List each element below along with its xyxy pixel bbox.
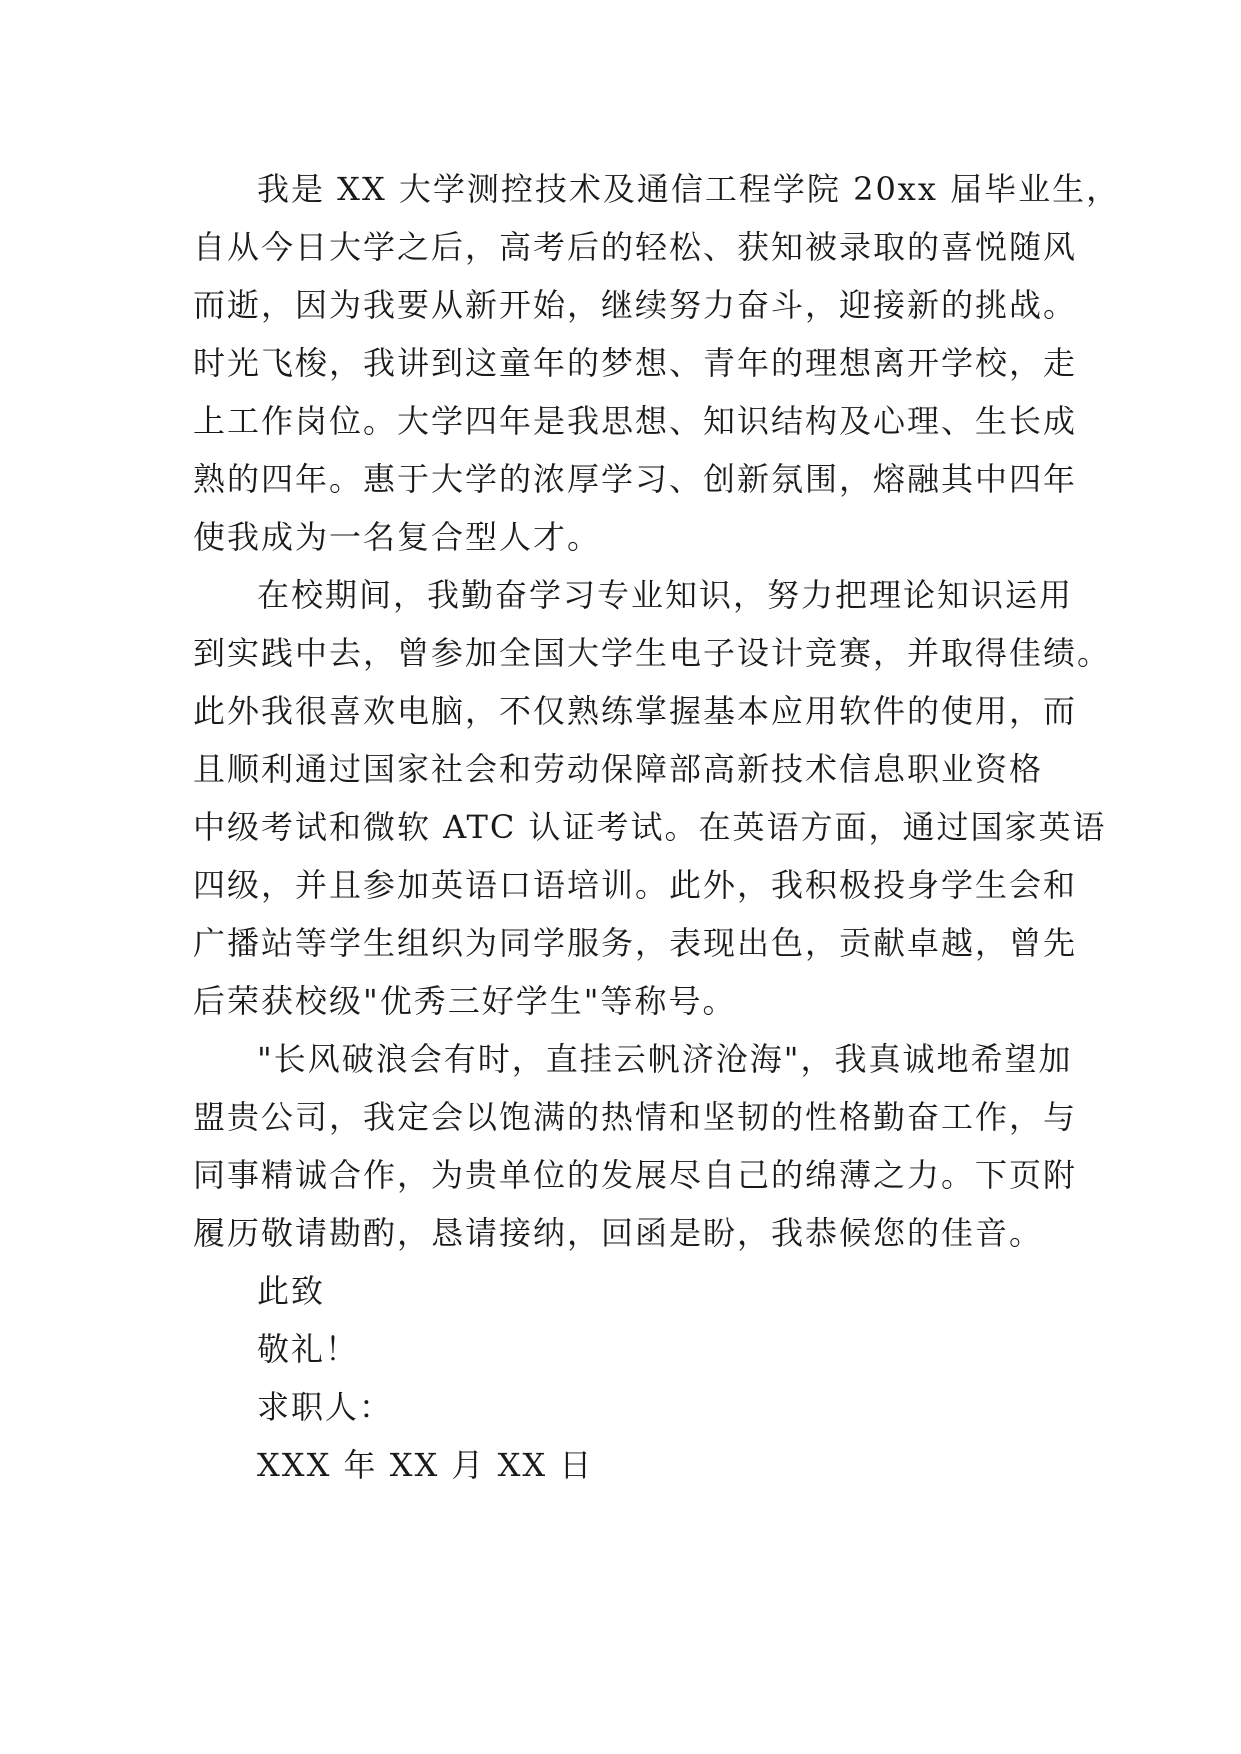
- text-line: 熟的四年。惠于大学的浓厚学习、创新氛围，熔融其中四年: [193, 460, 1078, 498]
- applicant-signature-label: 求职人：: [257, 1388, 394, 1426]
- closing-salutation: 此致: [257, 1272, 326, 1310]
- text-line: 中级考试和微软 ATC 认证考试。在英语方面，通过国家英语: [193, 808, 1107, 846]
- text-line: 到实践中去，曾参加全国大学生电子设计竞赛，并取得佳绩。: [193, 634, 1112, 672]
- paragraph-school-experience: [193, 566, 1112, 1030]
- text-line: 广播站等学生组织为同学服务，表现出色，贡献卓越，曾先: [193, 924, 1078, 962]
- letter-date: XXX 年 XX 月 XX 日: [257, 1446, 594, 1484]
- text-line: 此外我很喜欢电脑，不仅熟练掌握基本应用软件的使用，而: [193, 692, 1078, 730]
- text-line: 四级，并且参加英语口语培训。此外，我积极投身学生会和: [193, 866, 1078, 904]
- text-line: 后荣获校级"优秀三好学生"等称号。: [193, 982, 737, 1020]
- text-line: 而逝，因为我要从新开始，继续努力奋斗，迎接新的挑战。: [193, 286, 1078, 324]
- text-line: 上工作岗位。大学四年是我思想、知识结构及心理、生长成: [193, 402, 1078, 440]
- text-line: 我是 XX 大学测控技术及通信工程学院 20xx 届毕业生，: [257, 170, 1121, 208]
- cover-letter-body: [193, 160, 1121, 1494]
- text-line: 自从今日大学之后，高考后的轻松、获知被录取的喜悦随风: [193, 228, 1078, 266]
- closing-regards: 敬礼！: [257, 1330, 360, 1368]
- text-line: 时光飞梭，我讲到这童年的梦想、青年的理想离开学校，走: [193, 344, 1078, 382]
- text-line: 使我成为一名复合型人才。: [193, 518, 602, 556]
- text-line: 且顺利通过国家社会和劳动保障部高新技术信息职业资格: [193, 750, 1044, 788]
- text-line: "长风破浪会有时，直挂云帆济沧海"，我真诚地希望加: [257, 1040, 1073, 1078]
- paragraph-aspiration: [193, 1030, 1078, 1262]
- letter-closing: [193, 1262, 1073, 1494]
- text-line: 履历敬请勘酌，恳请接纳，回函是盼，我恭候您的佳音。: [193, 1214, 1044, 1252]
- text-line: 在校期间，我勤奋学习专业知识，努力把理论知识运用: [257, 576, 1074, 614]
- text-line: 同事精诚合作，为贵单位的发展尽自己的绵薄之力。下页附: [193, 1156, 1078, 1194]
- text-line: 盟贵公司，我定会以饱满的热情和坚韧的性格勤奋工作，与: [193, 1098, 1078, 1136]
- paragraph-introduction: [193, 160, 1121, 566]
